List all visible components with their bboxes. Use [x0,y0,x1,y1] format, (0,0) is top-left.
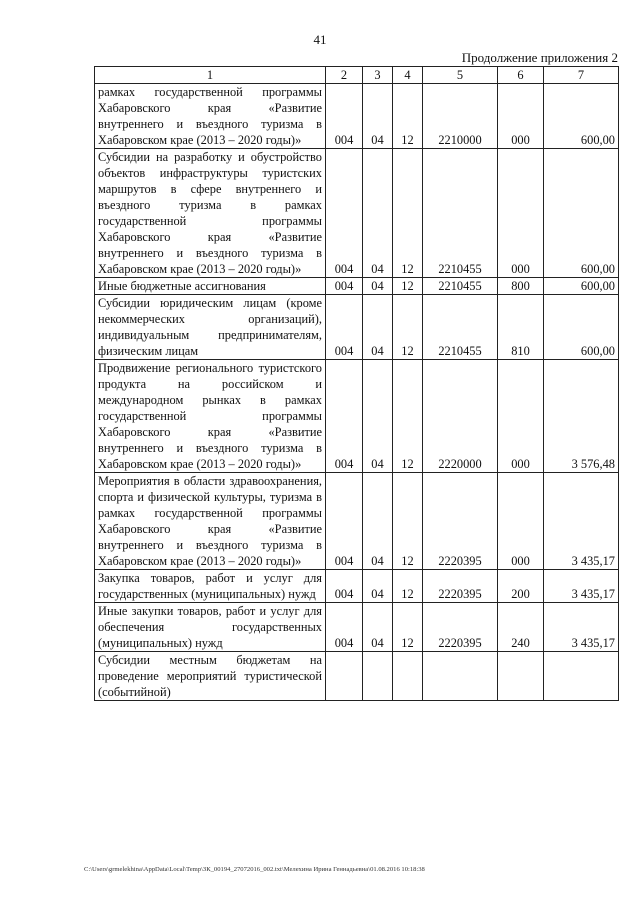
column-header: 7 [544,67,619,84]
subsection-code: 12 [393,278,423,295]
column-header: 4 [393,67,423,84]
page-number: 41 [313,32,327,47]
amount: 3 435,17 [544,603,619,652]
subsection-code [393,652,423,701]
section-code: 04 [363,84,393,149]
section-code [363,652,393,701]
table-row [95,473,619,570]
table-row [95,360,619,473]
subsection-code: 12 [393,473,423,570]
expense-type-code: 810 [498,295,544,360]
ministry-code: 004 [326,84,363,149]
ministry-code: 004 [326,603,363,652]
expense-type-code: 800 [498,278,544,295]
row-description: Мероприятия в области здравоохранения, спорта и физической культуры, туризма в рамках государственной программы Хабаровского края «Развитие внутреннего и въездного туризма в Хабаровском крае (2013 – 2020 годы)» [95,473,326,570]
table-row [95,603,619,652]
section-code: 04 [363,570,393,603]
ministry-code: 004 [326,360,363,473]
subsection-code: 12 [393,84,423,149]
column-header: 2 [326,67,363,84]
table-row [95,295,619,360]
row-description: рамках государственной программы Хабаровского края «Развитие внутреннего и въездного туризма в Хабаровском крае (2013 – 2020 годы)» [95,84,326,149]
row-description: Иные закупки товаров, работ и услуг для обеспечения государственных (муниципальных) нужд [95,603,326,652]
target-article-code: 2210455 [423,278,498,295]
section-code: 04 [363,149,393,278]
target-article-code: 2220395 [423,570,498,603]
subsection-code: 12 [393,149,423,278]
ministry-code: 004 [326,473,363,570]
amount: 600,00 [544,295,619,360]
ministry-code: 004 [326,278,363,295]
budget-table [94,66,619,701]
section-code: 04 [363,473,393,570]
section-code: 04 [363,278,393,295]
amount: 600,00 [544,149,619,278]
amount [544,652,619,701]
ministry-code [326,652,363,701]
target-article-code: 2210455 [423,149,498,278]
row-description: Субсидии юридическим лицам (кроме некоммерческих организаций), индивидуальным предпринимателям, физическим лицам [95,295,326,360]
target-article-code: 2220395 [423,603,498,652]
column-header: 3 [363,67,393,84]
ministry-code: 004 [326,570,363,603]
table-row [95,278,619,295]
footer-file-path: C:\Users\grmelekhina\AppData\Local\Temp\ЗК_00194_27072016_002.txt\Мелехина Ирина Геннадьевна\01.08.2016 10:18:38 [84,866,425,873]
expense-type-code: 000 [498,84,544,149]
row-description: Закупка товаров, работ и услуг для государственных (муниципальных) нужд [95,570,326,603]
expense-type-code: 240 [498,603,544,652]
amount: 3 435,17 [544,473,619,570]
amount: 600,00 [544,278,619,295]
column-header: 6 [498,67,544,84]
row-description: Продвижение регионального туристского продукта на российском и международном рынках в рамках государственной программы Хабаровского края «Развитие внутреннего и въездного туризма в Хабаровском крае (2013 – 2020 годы)» [95,360,326,473]
table-row [95,149,619,278]
expense-type-code: 000 [498,149,544,278]
continuation-label: Продолжение приложения 2 [461,50,618,65]
target-article-code: 2220000 [423,360,498,473]
expense-type-code: 200 [498,570,544,603]
ministry-code: 004 [326,295,363,360]
table-row [95,570,619,603]
column-header: 1 [95,67,326,84]
section-code: 04 [363,295,393,360]
expense-type-code: 000 [498,360,544,473]
row-description: Иные бюджетные ассигнования [95,278,326,295]
subsection-code: 12 [393,603,423,652]
expense-type-code [498,652,544,701]
target-article-code: 2210455 [423,295,498,360]
column-header: 5 [423,67,498,84]
subsection-code: 12 [393,295,423,360]
row-description: Субсидии на разработку и обустройство объектов инфраструктуры туристских маршрутов в сфере внутреннего и въездного туризма в рамках государственной программы Хабаровского края «Развитие внутреннего и въездного туризма в Хабаровском крае (2013 – 2020 годы)» [95,149,326,278]
target-article-code: 2210000 [423,84,498,149]
amount: 600,00 [544,84,619,149]
table-row [95,84,619,149]
subsection-code: 12 [393,360,423,473]
target-article-code [423,652,498,701]
expense-type-code: 000 [498,473,544,570]
section-code: 04 [363,603,393,652]
ministry-code: 004 [326,149,363,278]
subsection-code: 12 [393,570,423,603]
amount: 3 576,48 [544,360,619,473]
section-code: 04 [363,360,393,473]
amount: 3 435,17 [544,570,619,603]
table-row [95,652,619,701]
row-description: Субсидии местным бюджетам на проведение мероприятий туристической (событийной) [95,652,326,701]
header-row [95,67,619,84]
target-article-code: 2220395 [423,473,498,570]
